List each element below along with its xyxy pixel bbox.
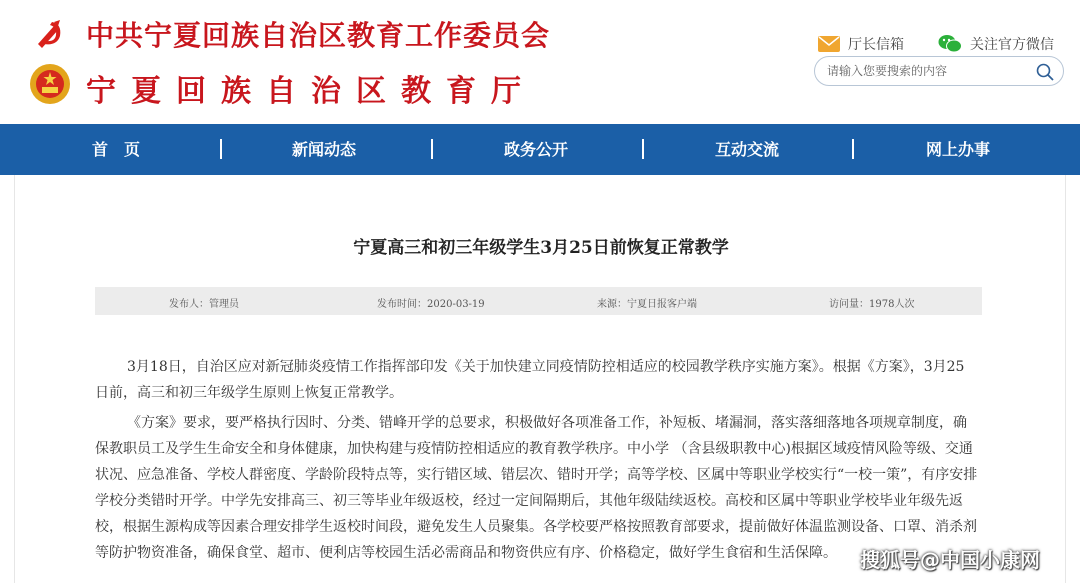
- article-paragraph: [95, 410, 985, 566]
- search-icon[interactable]: [1035, 62, 1055, 82]
- mail-icon: [818, 36, 840, 52]
- wechat-icon: [938, 34, 962, 54]
- nav-item-home[interactable]: 首 页: [92, 140, 141, 159]
- director-mailbox-link[interactable]: [818, 34, 904, 54]
- follow-wechat-label: 关注官方微信: [970, 37, 1054, 53]
- search-box: [814, 56, 1064, 86]
- article-panel: [14, 175, 1066, 583]
- director-mailbox-label: 厅长信箱: [848, 37, 904, 53]
- article-paragraph: [95, 354, 985, 406]
- nav-item-government-affairs[interactable]: 政务公开: [504, 140, 569, 159]
- meta-publisher: 发布人：管理员: [169, 299, 239, 310]
- nav-separator: [431, 139, 433, 159]
- main-nav: [0, 124, 1080, 175]
- nav-separator: [642, 139, 644, 159]
- paragraph-line: 《方案》要求，要严格执行因时、分类、错峰开学的总要求，积极做好各项准备工作，补短板、堵漏洞，落实落细落地各项规章制度，确: [127, 415, 967, 431]
- nav-separator: [852, 139, 854, 159]
- paragraph-line: 学校分类错时开学。中学先安排高三、初三等毕业年级返校，经过一定间隔期后，其他年级陆续返校。高校和区属中等职业学校毕业年级先返: [95, 493, 963, 509]
- article-meta-bar: [95, 287, 982, 315]
- follow-wechat-link[interactable]: [938, 34, 1054, 54]
- meta-publish-time: 发布时间：2020-03-19: [377, 299, 485, 310]
- paragraph-line: 保教职员工及学生生命安全和身体健康，加快构建与疫情防控相适应的教育教学秩序。中小学 （含县级职教中心)根据区域疫情风险等级、交通: [95, 441, 973, 457]
- paragraph-line: 日前，高三和初三年级学生原则上恢复正常教学。: [95, 385, 403, 401]
- meta-views: 访问量：1978人次: [829, 299, 915, 310]
- nav-item-news[interactable]: 新闻动态: [292, 140, 357, 159]
- paragraph-line: 校，根据生源构成等因素合理安排学生返校时间段，避免发生人员聚集。各学校要严格按照教育部要求，提前做好体温监测设备、口罩、消杀剂: [95, 519, 977, 535]
- search-input[interactable]: [827, 62, 1027, 80]
- nav-item-interaction[interactable]: 互动交流: [715, 140, 780, 159]
- paragraph-line: 等防护物资准备，确保食堂、超市、便利店等校园生活必需商品和物资供应有序、价格稳定，做好学生食宿和生活保障。: [95, 545, 837, 561]
- site-title-education-department: 宁夏回族自治区教育厅: [86, 74, 536, 109]
- meta-source: 来源：宁夏日报客户端: [597, 299, 697, 310]
- site-header: [0, 0, 1080, 124]
- source-watermark: 搜狐号@中国小康网: [860, 548, 1040, 572]
- nav-separator: [220, 139, 222, 159]
- site-title-party-committee: 中共宁夏回族自治区教育工作委员会: [86, 19, 551, 52]
- paragraph-line: 状况、应急准备、学校人群密度、学龄阶段特点等，实行错区域、错层次、错时开学；高等学校、区属中等职业学校实行“一校一策”，有序安排: [95, 467, 978, 483]
- nav-item-online-services[interactable]: 网上办事: [926, 140, 991, 159]
- national-emblem-icon: [28, 62, 72, 106]
- paragraph-line: 3月18日，自治区应对新冠肺炎疫情工作指挥部印发《关于加快建立同疫情防控相适应的校园教学秩序实施方案》。根据《方案》，3月25: [127, 359, 965, 375]
- article-title: 宁夏高三和初三年级学生3月25日前恢复正常教学: [353, 238, 729, 258]
- party-emblem-icon: [30, 14, 70, 54]
